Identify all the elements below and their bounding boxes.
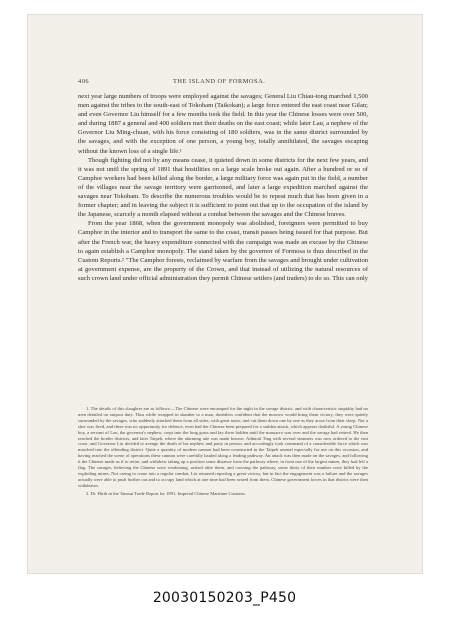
page-number: 406	[78, 78, 90, 85]
image-caption: 20030150203_P450	[152, 590, 297, 606]
paragraph: Though fighting did not by any means cease, it quieted down in some districts for the next few years, and it was not until the spring of 1891 that hostilities on a large scale broke out again. After a hundred or so of Camphor workers had been killed along the border, a large military force was again put in the field, a number of the villages near the savage territory were garrisoned, and later a large expedition marched against the savages near Tokoham. To describe the numerous troubles would be to repeat much that has been given in a former chapter; and in leaving the subject it is sufficient to point out that up to the occupation of the island by the Japanese, scarcely a month elapsed without a combat between the savages and the Chinese braves.	[78, 156, 368, 219]
paragraph: From the year 1868, when the government monopoly was abolished, foreigners were permitted to buy Camphor in the interior and to transport the same to the coast, transit passes being issued for that purpose. But after the French war, the heavy expenditure connected with the campaign was made an excuse by the Chinese to again establish a Camphor monopoly. The stand taken by the governor of Formosa is thus described in the Custom Reports.² "The Camphor forests, reclaimed by warfare from the savages and brought under cultivation at government expense, are the property of the Crown, and that instead of utilizing the natural resources of such crown land under official administration they permit Chinese settlers (and traders) to do so. This can only	[78, 220, 368, 282]
footnote: 2. Dr. Hirth in the Tamsui Trade Report for 1891. Imperial Chinese Maritime Customs.	[86, 490, 246, 496]
footnote: 1. The details of this slaughter are as follows:—The Chinese were encamped for the night in the savage district, and with characteristic stupidity had no men detailed on outpost duty. Thus while wrapped in slumber to a man, doubtless confident that the morrow would bring them victory, they were quietly surrounded by the savages, who suddenly attacked them from all sides, with great noise, and cut them down one by one as they arose from their sleep. Not a shot was fired, and there was no opportunity for defence, even had the Chinese been prepared for a sudden attack, which appears doubtful. A young Chinese boy, a servant of Lau, the governor's nephew, crept into the long grass and lay there hidden until the massacre was over and the savage had retired. He then reached the border districts, and later Taipeh, where the alarming tale was made known. Admiral Ting with several steamers was now ordered to the east coast, and Governor Liu decided to avenge the death of his nephew and party in person, and accordingly took command of a considerable force which was marched into the offending district. Quite a quantity of modern cannon had been constructed in the Taipeh arsenal especially for use on this occasion, and having reached the scene of operations these cannon were carefully hauled along a leading pathway. An attack was then made on the savages, and following it the Chinese made as if to retire, and withdrew taking up a position some distance from the pathway where, in front one of the largest mines, they had left a flag. The savages, believing the Chinese were weakening, rushed after them, and crossing the pathway, some thirty of their number were killed by the exploding mines. Not caring to come into a regular combat, Liu returned reporting a great victory, but in fact the engagement was a failure and the savages actually were able to push further out and to occupy land which at one time had been seized from them. Chinese government forces in that district were then withdrawn.	[78, 406, 368, 488]
footnotes	[78, 406, 368, 497]
main-text	[78, 92, 368, 283]
running-title: THE ISLAND OF FORMOSA.	[173, 78, 266, 85]
paragraph: next year large numbers of troops were employed against the savages; General Liu Chiau-tong marched 1,500 men against the tribes to the south-east of Tokoham (Taikokan); a large force entered the east coast near Gilan; and even Governor Liu himself for a few months took the field. In this year the Chinese losses were over 500, and during 1887 a general and 400 soldiers met their deaths on the east coast; while later Lau, a nephew of the Governor Liu Ming-chuan, with his force consisting of 180 soldiers, was in the same district surrounded by the savages, and with the exception of one person, a young boy, totally annihilated, the savages escaping without the known loss of a single life.¹	[78, 93, 368, 155]
running-header	[78, 78, 368, 88]
